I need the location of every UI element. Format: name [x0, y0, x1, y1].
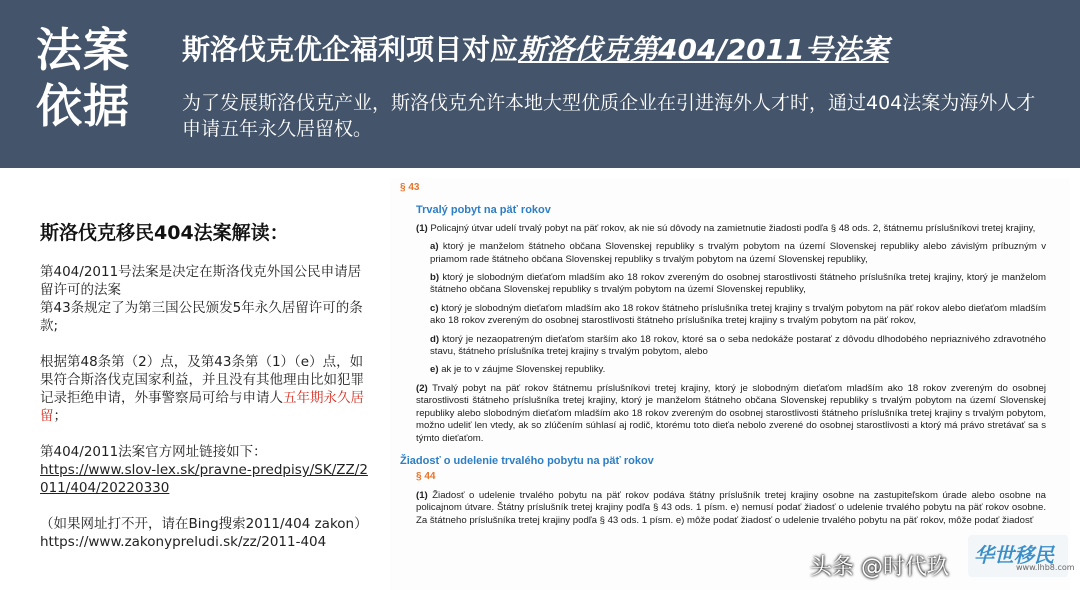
title-emphasis: 斯洛伐克第404/2011号法案: [518, 33, 889, 66]
item-b: [430, 272, 1046, 297]
link-intro: 第404/2011法案官方网址链接如下：: [40, 444, 267, 460]
item-d: [430, 334, 1046, 359]
item-a: [430, 241, 1046, 266]
item-e: [430, 364, 1046, 376]
clause-1-number: (1): [416, 222, 428, 234]
item-c: [430, 303, 1046, 328]
paragraph-3-text: 根据第48条第（2）点，及第43条第（1）（e）点，如果符合斯洛伐克国家利益，并且没有其他理由比如犯罪记录拒绝申请，外事警察局可给与申请人: [40, 354, 364, 406]
section-43-heading: Trvalý pobyt na päť rokov: [416, 204, 551, 217]
item-e-letter: e): [430, 364, 439, 376]
item-c-text: ktorý je slobodným dieťaťom mladším ako 18 rokov štátneho príslušníka tretej krajiny s trvalým pobytom na päť rokov alebo dieťaťom mladším ako 18 rokov zvereným do osobnej starostlivosti štátneho príslušníka tretej krajiny s trvalým pobytom na päť rokov,: [430, 302, 1046, 327]
source-watermark: 头条 @时代玖: [810, 555, 949, 580]
section-badge: [36, 22, 148, 134]
clause-1: [416, 223, 1046, 235]
item-c-letter: c): [430, 302, 439, 314]
clause-2-text: Trvalý pobyt na päť rokov štátnemu príslušníkovi tretej krajiny, ktorý je slobodným dieťaťom mladším ako 18 rokov zvereným do osobnej starostlivosti štátneho príslušníka tretej krajiny, ktorý je manželom štátneho občana Slovenskej republiky s trvalým pobytom na území Slovenskej republiky alebo slobodným dieťaťom mladším ako 18 rokov zvereným do osobnej starostlivosti štátneho príslušníka tretej krajiny s trvalým pobytom, možno udeliť len vtedy, ak so zlúčením súhlasí aj rodič, ktorému toto dieťa nebolo zverené do osobnej starostlivosti a ktorý má právo stretávať sa s týmto dieťaťom.: [416, 382, 1046, 444]
page-subtitle: 为了发展斯洛伐克产业，斯洛伐克允许本地大型优质企业在引进海外人才时，通过404法案为海外人才申请五年永久居留权。: [182, 92, 1036, 140]
title-main: 斯洛伐克优企福利项目对应: [182, 33, 519, 66]
interpretation-panel: [40, 218, 370, 551]
brand-logo: [968, 535, 1075, 577]
application-heading: Žiadosť o udelenie trvalého pobytu na päť rokov: [400, 454, 654, 467]
header-banner: [0, 0, 1080, 168]
item-a-text: ktorý je manželom štátneho občana Slovenskej republiky s trvalým pobytom na území Slovenskej republiky alebo závislým príbuzným v priamom rade štátneho občana Slovenskej republiky s trvalým pobytom na území Slovenskej republiky,: [430, 241, 1046, 265]
interpretation-heading: 斯洛伐克移民404法案解读：: [40, 222, 289, 244]
clause-2: [416, 383, 1046, 445]
law-document-excerpt: [390, 178, 1070, 590]
clause-2-number: (2): [416, 382, 428, 394]
paragraph-1: 第404/2011号法案是决定在斯洛伐克外国公民申请居留许可的法案: [40, 264, 362, 298]
paragraph-3-end: ；: [53, 408, 67, 424]
section-43-label: § 43: [400, 182, 420, 193]
badge-line-1: 法案: [36, 23, 130, 77]
paragraph-3: [40, 353, 370, 425]
search-note: （如果网址打不开，请在Bing搜索2011/404 zakon）: [40, 516, 368, 532]
clause-44-1: [416, 490, 1046, 527]
item-b-letter: b): [430, 272, 440, 284]
item-d-letter: d): [430, 333, 440, 345]
item-a-letter: a): [430, 241, 439, 253]
alternate-law-link[interactable]: https://www.zakonypreludi.sk/zz/2011-404: [40, 534, 327, 550]
section-44-label: § 44: [416, 471, 436, 483]
item-d-text: ktorý je nezaopatreným dieťaťom starším ako 18 rokov, ktoré sa o seba nedokáže postarať z dôvodu dlhodobého nepriaznivého zdravotného stavu, štátneho príslušníka tretej krajiny s trvalým pobytom, alebo: [430, 333, 1046, 358]
logo-url: www.lhb8.com: [1016, 563, 1075, 572]
clause-44-1-number: (1): [416, 489, 428, 501]
official-law-link[interactable]: https://www.slov-lex.sk/pravne-predpisy/SK/ZZ/2011/404/20220330: [40, 462, 368, 496]
badge-line-2: 依据: [36, 79, 130, 133]
item-b-text: ktorý je slobodným dieťaťom mladším ako 18 rokov zvereným do osobnej starostlivosti štátneho príslušníka tretej krajiny, ktorý je manželom štátneho občana Slovenskej republiky s trvalým pobytom na území Slovenskej republiky,: [430, 272, 1046, 296]
clause-44-1-text: Žiadosť o udelenie trvalého pobytu na päť rokov podáva štátny príslušník tretej krajiny osobne na zastupiteľskom úrade alebo osobne na policajnom útvare. Štátny príslušník tretej krajiny podľa § 43 ods. 1 písm. e) nemusí podať žiadosť o udelenie trvalého pobytu na päť rokov osobne. Za štátneho príslušníka tretej krajiny podľa § 43 ods. 1 písm. e) môže podať žiadosť o udelenie trvalého pobytu na päť rokov, môže podať žiadosť: [416, 489, 1046, 526]
highlight-permanent-residence: 五年期永久居留: [40, 390, 364, 424]
logo-text: 华世移民: [974, 543, 1054, 567]
item-e-text: ak je to v záujme Slovenskej republiky.: [438, 364, 606, 376]
paragraph-2: 第43条规定了为第三国公民颁发5年永久居留许可的条款;: [40, 300, 363, 334]
clause-1-text: Policajný útvar udelí trvalý pobyt na päť rokov, ak nie sú dôvody na zamietnutie žiadosti podľa § 48 ods. 2, štátnemu príslušníkovi tretej krajiny,: [427, 222, 1036, 234]
page-title: [182, 28, 1062, 68]
